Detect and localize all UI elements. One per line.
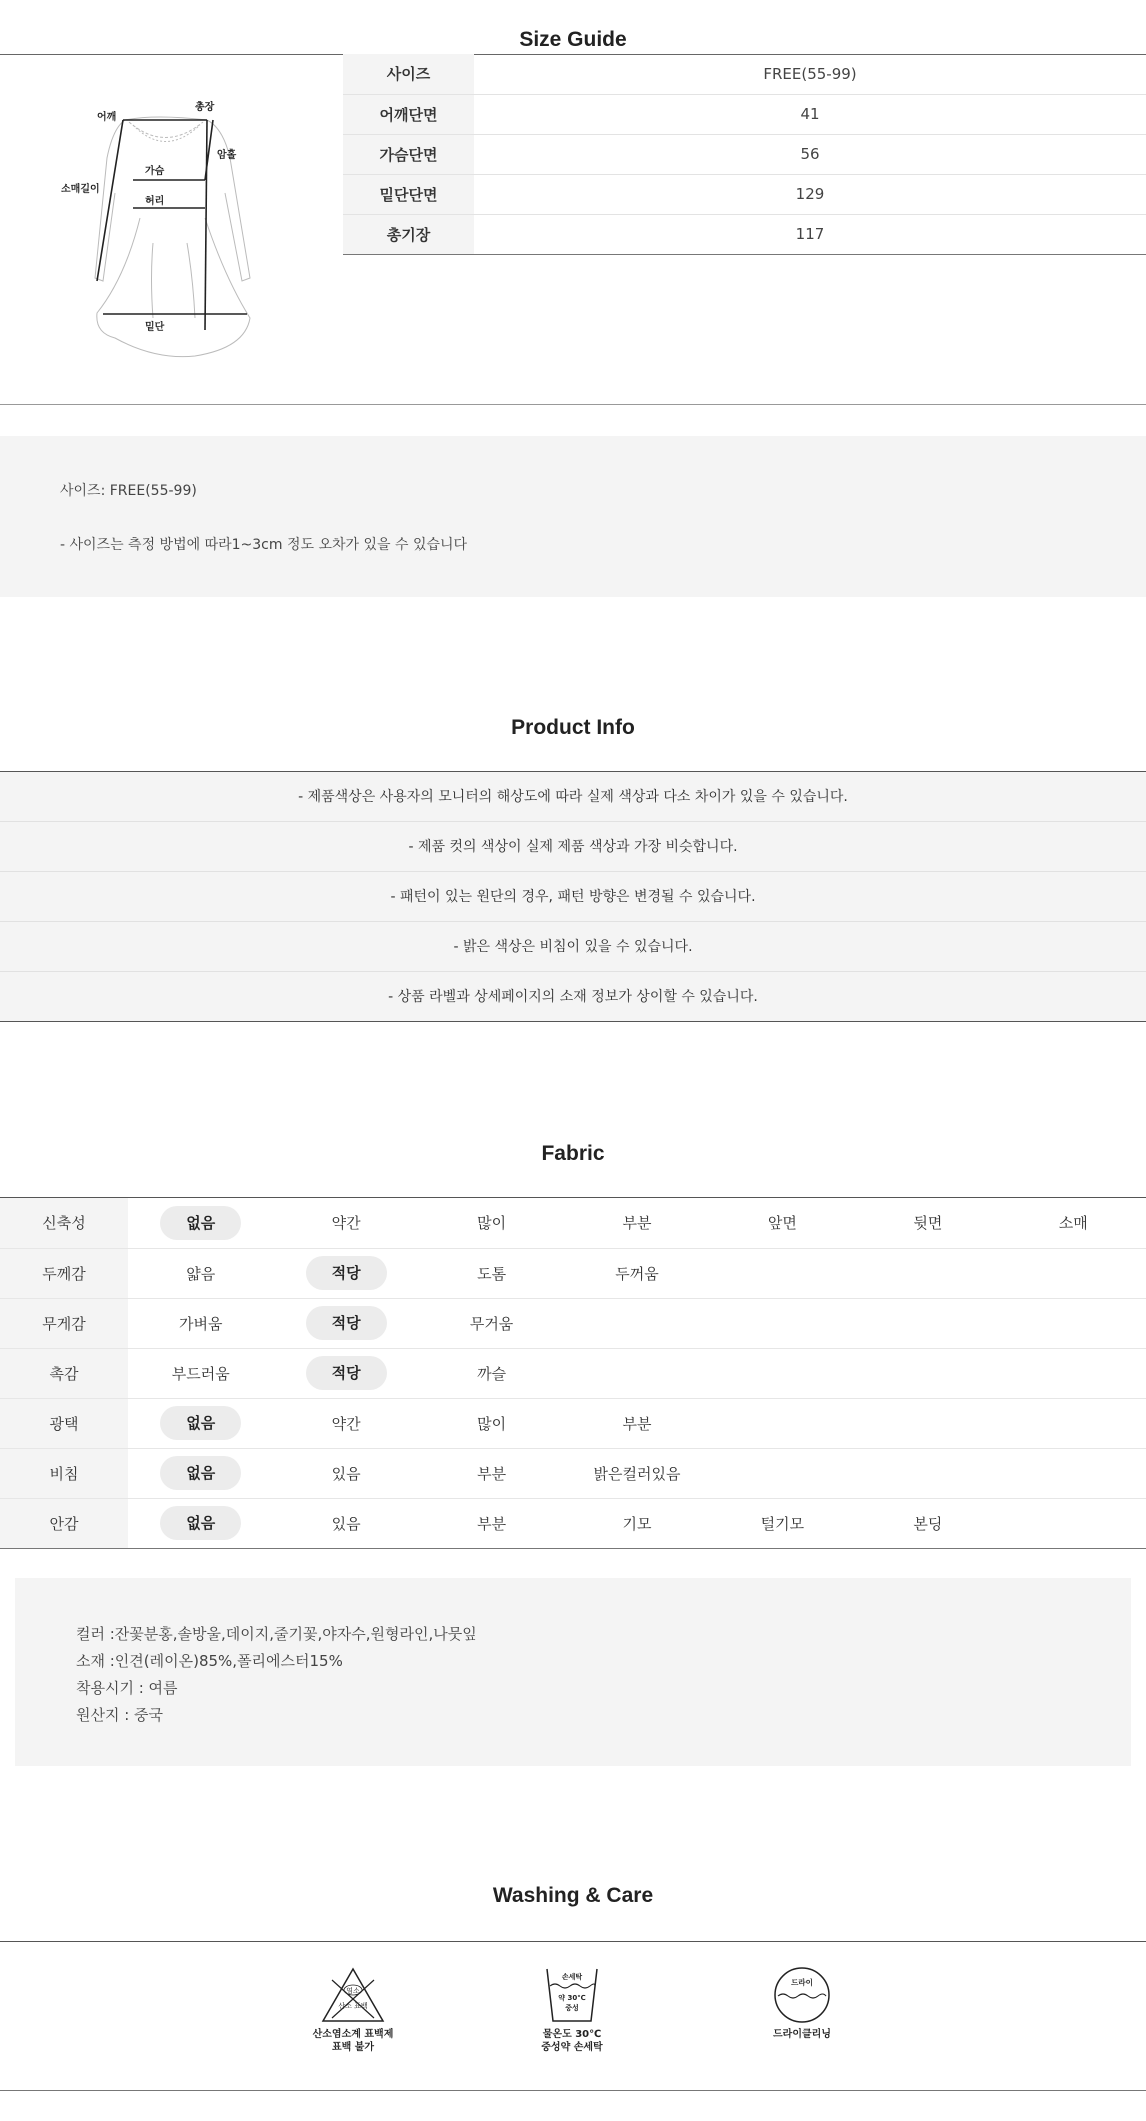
size-value: 56 bbox=[474, 134, 1146, 174]
fabric-option-cell bbox=[419, 1398, 564, 1448]
fabric-option: 기모 bbox=[622, 1514, 652, 1533]
product-details-box bbox=[15, 1578, 1131, 1766]
size-label: 가슴단면 bbox=[343, 134, 474, 174]
size-value: 117 bbox=[474, 214, 1146, 254]
hand-wash-mid-text: 약 30℃ bbox=[558, 1994, 586, 2002]
fabric-option-cell bbox=[419, 1348, 564, 1398]
fabric-attribute-label: 안감 bbox=[0, 1498, 128, 1548]
fabric-option-cell bbox=[1001, 1448, 1146, 1498]
label-chest: 가슴 bbox=[145, 166, 165, 177]
fabric-option-cell bbox=[564, 1198, 709, 1248]
divider bbox=[0, 1941, 1146, 1942]
fabric-option-cell bbox=[1001, 1348, 1146, 1398]
fabric-option-cell bbox=[128, 1298, 273, 1348]
fabric-option: 무거움 bbox=[469, 1314, 514, 1333]
size-label: 사이즈 bbox=[343, 54, 474, 94]
hand-wash-caption-2: 중성약 손세탁 bbox=[541, 2042, 603, 2053]
fabric-attribute-label: 무게감 bbox=[0, 1298, 128, 1348]
table-row bbox=[343, 94, 1146, 134]
fabric-option-cell bbox=[564, 1448, 709, 1498]
label-armhole: 암홀 bbox=[217, 150, 237, 161]
label-hem: 밑단 bbox=[145, 322, 165, 333]
divider bbox=[0, 404, 1146, 405]
fabric-option: 본딩 bbox=[913, 1514, 943, 1533]
dress-measurement-diagram bbox=[55, 98, 275, 368]
fabric-option: 부분 bbox=[622, 1414, 652, 1433]
fabric-option: 부분 bbox=[477, 1464, 507, 1483]
label-shoulder: 어깨 bbox=[97, 112, 117, 123]
fabric-option-selected: 없음 bbox=[160, 1406, 241, 1440]
dry-clean-icon bbox=[769, 1966, 835, 2024]
washing-care-title: Washing & Care bbox=[492, 1884, 654, 1907]
fabric-option-cell bbox=[855, 1398, 1000, 1448]
table-row bbox=[343, 214, 1146, 254]
fabric-option-cell bbox=[564, 1248, 709, 1298]
fabric-option-cell bbox=[273, 1298, 418, 1348]
size-value: 41 bbox=[474, 94, 1146, 134]
fabric-option-cell bbox=[564, 1348, 709, 1398]
color-info: 컬러 :잔꽃분홍,솔방울,데이지,줄기꽃,야자수,원형라인,나뭇잎 bbox=[76, 1625, 477, 1643]
fabric-option: 부분 bbox=[477, 1514, 507, 1533]
size-value: FREE(55-99) bbox=[474, 54, 1146, 94]
fabric-row bbox=[0, 1198, 1146, 1248]
table-row bbox=[343, 174, 1146, 214]
product-info-item: - 밝은 색상은 비침이 있을 수 있습니다. bbox=[0, 922, 1146, 972]
fabric-option: 소매 bbox=[1058, 1214, 1088, 1233]
table-row bbox=[343, 134, 1146, 174]
fabric-option-cell bbox=[273, 1198, 418, 1248]
fabric-option-cell bbox=[1001, 1248, 1146, 1298]
no-bleach-caption-1: 산소염소계 표백제 bbox=[312, 2029, 394, 2040]
fabric-option-cell bbox=[710, 1348, 855, 1398]
fabric-row bbox=[0, 1298, 1146, 1348]
fabric-option-cell bbox=[128, 1448, 273, 1498]
size-note: 사이즈: FREE(55-99) bbox=[60, 483, 197, 499]
size-label: 총기장 bbox=[343, 214, 474, 254]
origin-info: 원산지 : 중국 bbox=[76, 1706, 164, 1724]
no-bleach-bottom-text: 산소 표백 bbox=[338, 2002, 368, 2010]
hand-wash-care bbox=[512, 1966, 632, 2054]
fabric-option: 부드러움 bbox=[171, 1364, 230, 1383]
fabric-option: 약간 bbox=[331, 1214, 361, 1233]
fabric-option-cell bbox=[564, 1398, 709, 1448]
fabric-table bbox=[0, 1198, 1146, 1549]
fabric-option: 있음 bbox=[331, 1514, 361, 1533]
fabric-option-cell bbox=[855, 1298, 1000, 1348]
fabric-option-cell bbox=[1001, 1298, 1146, 1348]
divider bbox=[0, 2090, 1146, 2091]
fabric-option-cell bbox=[273, 1398, 418, 1448]
fabric-row bbox=[0, 1448, 1146, 1498]
fabric-option-cell bbox=[1001, 1398, 1146, 1448]
fabric-option: 부분 bbox=[622, 1214, 652, 1233]
fabric-attribute-label: 두께감 bbox=[0, 1248, 128, 1298]
size-notes-box bbox=[0, 436, 1146, 597]
fabric-option-selected: 적당 bbox=[306, 1306, 387, 1340]
fabric-option-cell bbox=[419, 1448, 564, 1498]
hand-wash-bottom-text: 중성 bbox=[565, 2004, 579, 2012]
fabric-option: 앞면 bbox=[767, 1214, 797, 1233]
fabric-option-cell bbox=[273, 1498, 418, 1548]
fabric-option-cell bbox=[855, 1198, 1000, 1248]
fabric-option-cell bbox=[710, 1448, 855, 1498]
fabric-row bbox=[0, 1498, 1146, 1548]
fabric-option-selected: 적당 bbox=[306, 1356, 387, 1390]
no-bleach-care bbox=[293, 1966, 413, 2054]
fabric-option-cell bbox=[273, 1248, 418, 1298]
product-info-title: Product Info bbox=[511, 716, 635, 739]
label-sleeve: 소매길이 bbox=[61, 184, 100, 195]
label-total-length: 총장 bbox=[195, 102, 215, 113]
fabric-option-cell bbox=[564, 1498, 709, 1548]
hand-wash-top-text: 손세탁 bbox=[561, 1973, 583, 1981]
fabric-option: 두꺼움 bbox=[615, 1264, 659, 1283]
fabric-option: 얇음 bbox=[186, 1264, 216, 1283]
fabric-option-cell bbox=[128, 1398, 273, 1448]
fabric-option-selected: 없음 bbox=[160, 1506, 241, 1540]
fabric-option-cell bbox=[710, 1298, 855, 1348]
product-info-item: - 제품색상은 사용자의 모니터의 해상도에 따라 실제 색상과 다소 차이가 있을 수 있습니다. bbox=[0, 772, 1146, 822]
dry-clean-care bbox=[742, 1966, 862, 2041]
fabric-row bbox=[0, 1348, 1146, 1398]
fabric-attribute-label: 촉감 bbox=[0, 1348, 128, 1398]
fabric-row bbox=[0, 1398, 1146, 1448]
hand-wash-caption-1: 물온도 30℃ bbox=[542, 2029, 602, 2040]
tolerance-note: - 사이즈는 측정 방법에 따라1~3cm 정도 오차가 있을 수 있습니다 bbox=[60, 537, 468, 553]
fabric-option: 많이 bbox=[477, 1414, 507, 1433]
fabric-option-cell bbox=[128, 1198, 273, 1248]
fabric-option: 뒷면 bbox=[913, 1214, 943, 1233]
fabric-option-cell bbox=[1001, 1198, 1146, 1248]
fabric-option-cell bbox=[710, 1198, 855, 1248]
hand-wash-icon bbox=[539, 1966, 605, 2024]
fabric-option: 도톰 bbox=[477, 1264, 507, 1283]
fabric-option: 있음 bbox=[331, 1464, 361, 1483]
table-row bbox=[343, 54, 1146, 94]
fabric-option-cell bbox=[128, 1498, 273, 1548]
product-info-item: - 제품 컷의 색상이 실제 제품 색상과 가장 비슷합니다. bbox=[0, 822, 1146, 872]
fabric-option-cell bbox=[419, 1298, 564, 1348]
fabric-option-selected: 없음 bbox=[160, 1456, 241, 1490]
fabric-option: 밝은컬러있음 bbox=[593, 1464, 681, 1483]
no-bleach-icon bbox=[320, 1966, 386, 2024]
fabric-option-cell bbox=[128, 1248, 273, 1298]
fabric-option-cell bbox=[419, 1198, 564, 1248]
size-value: 129 bbox=[474, 174, 1146, 214]
fabric-option-cell bbox=[419, 1498, 564, 1548]
size-guide-title: Size Guide bbox=[519, 28, 627, 51]
product-info-item: - 상품 라벨과 상세페이지의 소재 정보가 상이할 수 있습니다. bbox=[0, 972, 1146, 1022]
fabric-option: 많이 bbox=[477, 1214, 507, 1233]
material-info: 소재 :인견(레이온)85%,폴리에스터15% bbox=[76, 1652, 343, 1670]
size-table bbox=[343, 54, 1146, 255]
fabric-option-selected: 없음 bbox=[160, 1206, 241, 1240]
fabric-option-cell bbox=[273, 1448, 418, 1498]
fabric-option: 약간 bbox=[331, 1414, 361, 1433]
fabric-option-cell bbox=[710, 1248, 855, 1298]
fabric-option-cell bbox=[710, 1498, 855, 1548]
fabric-option: 가벼움 bbox=[178, 1314, 223, 1333]
season-info: 착용시기 : 여름 bbox=[76, 1679, 178, 1697]
fabric-option-cell bbox=[273, 1348, 418, 1398]
fabric-attribute-label: 광택 bbox=[0, 1398, 128, 1448]
fabric-option-selected: 적당 bbox=[306, 1256, 387, 1290]
fabric-option-cell bbox=[710, 1398, 855, 1448]
dry-clean-caption-1: 드라이클리닝 bbox=[773, 2029, 831, 2040]
fabric-option-cell bbox=[855, 1248, 1000, 1298]
fabric-option-cell bbox=[128, 1348, 273, 1398]
no-bleach-caption-2: 표백 불가 bbox=[331, 2042, 375, 2053]
fabric-option-cell bbox=[1001, 1498, 1146, 1548]
fabric-option-cell bbox=[855, 1448, 1000, 1498]
fabric-option: 털기모 bbox=[760, 1514, 805, 1533]
fabric-option-cell bbox=[855, 1348, 1000, 1398]
product-info-item: - 패턴이 있는 원단의 경우, 패턴 방향은 변경될 수 있습니다. bbox=[0, 872, 1146, 922]
fabric-attribute-label: 비침 bbox=[0, 1448, 128, 1498]
size-label: 어깨단면 bbox=[343, 94, 474, 134]
dry-clean-top-text: 드라이 bbox=[791, 1978, 813, 1987]
fabric-option-cell bbox=[564, 1298, 709, 1348]
label-waist: 허리 bbox=[145, 196, 165, 207]
no-bleach-top-text: 염소 bbox=[346, 1987, 360, 1995]
fabric-option-cell bbox=[419, 1248, 564, 1298]
fabric-attribute-label: 신축성 bbox=[0, 1198, 128, 1248]
fabric-title: Fabric bbox=[541, 1142, 605, 1165]
fabric-option-cell bbox=[855, 1498, 1000, 1548]
fabric-row bbox=[0, 1248, 1146, 1298]
size-label: 밑단단면 bbox=[343, 174, 474, 214]
fabric-option: 까슬 bbox=[477, 1364, 507, 1383]
